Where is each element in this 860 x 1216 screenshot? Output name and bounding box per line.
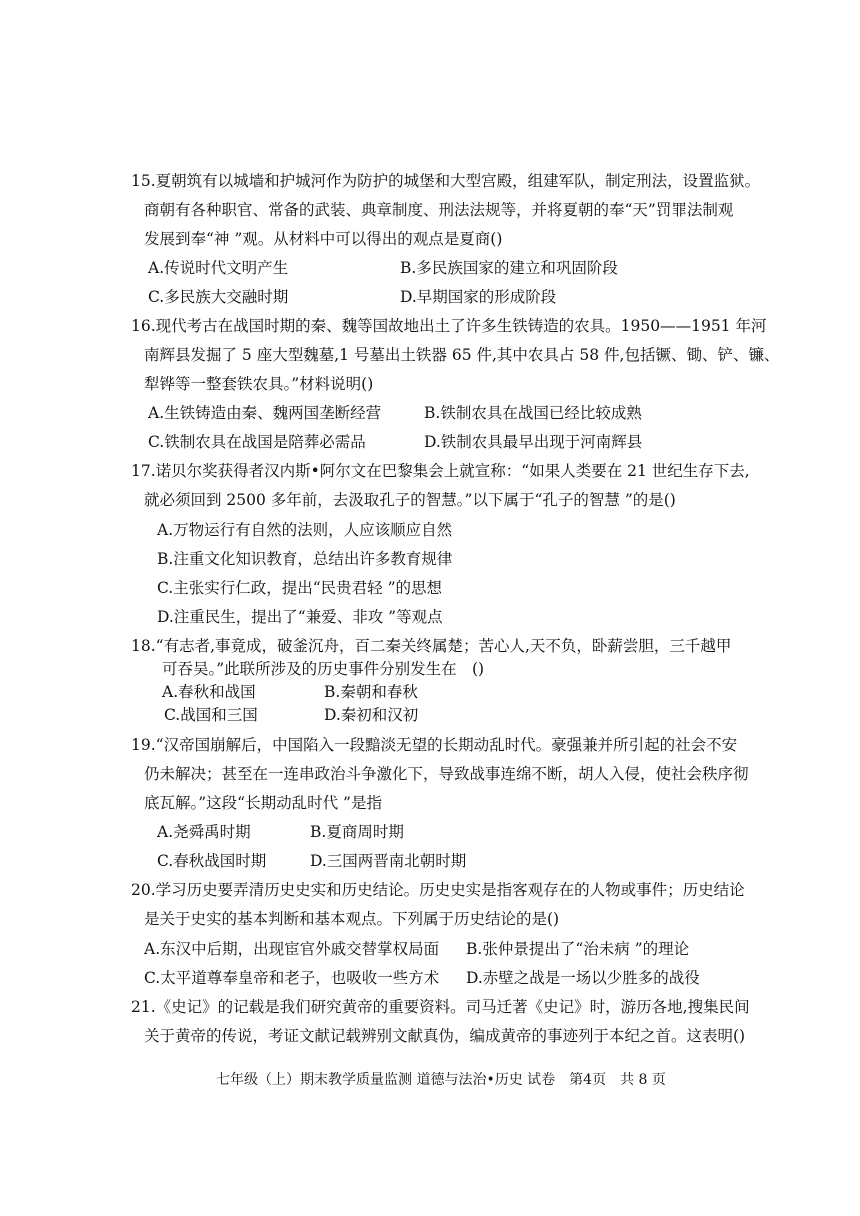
question-18-stem-line-1: 18.“有志者,事竟成，破釜沉舟，百二秦关终属楚；苦心人,天不负，卧薪尝胆，三千越甲: [131, 637, 732, 655]
question-18-option-b: B.秦朝和春秋: [324, 683, 418, 701]
question-21-stem-line-2: 关于黄帝的传说，考证文献记载辨别文献真伪，编成黄帝的事迹列于本纪之首。这表明(): [144, 1027, 746, 1045]
question-21-stem-line-1: 21.《史记》的记载是我们研究黄帝的重要资料。司马迁著《史记》时，游历各地,搜集民间: [131, 998, 750, 1016]
question-16-stem-line-2: 南辉县发掘了 5 座大型魏墓,1 号墓出土铁器 65 件,其中农具占 58 件,包括镢、锄、铲、镰、: [144, 346, 780, 364]
question-17-option-d: D.注重民生，提出了“兼爱、非攻 ”等观点: [157, 608, 443, 626]
question-20-option-d: D.赤壁之战是一场以少胜多的战役: [466, 969, 700, 987]
page-footer: 七年级（上）期末教学质量监测 道德与法治•历史 试卷 第4页 共 8 页: [216, 1072, 666, 1088]
question-17-option-b: B.注重文化知识教育，总结出许多教育规律: [157, 550, 453, 568]
question-15-stem-line-3: 发展到奉“神 ”观。从材料中可以得出的观点是夏商(): [144, 230, 503, 248]
question-19-option-d: D.三国两晋南北朝时期: [310, 852, 467, 870]
question-20-stem-line-2: 是关于史实的基本判断和基本观点。下列属于历史结论的是(): [144, 910, 560, 928]
question-20-stem-line-1: 20.学习历史要弄清历史史实和历史结论。历史史实是指客观存在的人物或事件；历史结论: [131, 881, 745, 899]
question-15-option-d: D.早期国家的形成阶段: [400, 288, 557, 306]
question-18-option-a: A.春秋和战国: [162, 683, 256, 701]
question-19-option-a: A.尧舜禹时期: [157, 823, 251, 841]
question-18-stem-line-2: 可吞吴。”此联所涉及的历史事件分别发生在: [162, 660, 457, 678]
question-17-option-a: A.万物运行有自然的法则，人应该顺应自然: [157, 521, 453, 539]
question-19-option-b: B.夏商周时期: [310, 823, 404, 841]
question-15-stem-line-2: 商朝有各种职官、常备的武装、典章制度、刑法法规等，并将夏朝的奉“天”罚罪法制观: [144, 201, 734, 219]
question-19-stem-line-1: 19.“汉帝国崩解后，中国陷入一段黯淡无望的长期动乱时代。豪强兼并所引起的社会不安: [131, 736, 738, 754]
question-16-stem-line-1: 16.现代考古在战国时期的秦、魏等国故地出土了许多生铁铸造的农具。1950——1951 年河: [131, 317, 767, 335]
question-20-option-c: C.太平道尊奉皇帝和老子，也吸收一些方术: [144, 969, 440, 987]
question-17-stem-line-1: 17.诺贝尔奖获得者汉内斯•阿尔文在巴黎集会上就宣称：“如果人类要在 21 世纪生存下去,: [131, 462, 750, 480]
question-18-option-c: C.战国和三国: [164, 706, 258, 724]
question-19-stem-line-3: 底瓦解。”这段“长期动乱时代 ”是指: [144, 794, 382, 812]
question-16-option-b: B.铁制农具在战国已经比较成熟: [424, 404, 642, 422]
question-16-option-d: D.铁制农具最早出现于河南辉县: [424, 433, 643, 451]
question-19-stem-line-2: 仍未解决；甚至在一连串政治斗争激化下，导致战事连绵不断，胡人入侵，使社会秩序彻: [144, 765, 749, 783]
question-15-option-c: C.多民族大交融时期: [148, 288, 289, 306]
question-17-option-c: C.主张实行仁政，提出“民贵君轻 ”的思想: [157, 579, 443, 597]
question-18-answer-bracket: (): [472, 660, 485, 678]
question-15-stem-line-1: 15.夏朝筑有以城墙和护城河作为防护的城堡和大型宫殿，组建军队，制定刑法，设置监狱。: [131, 172, 761, 190]
question-15-option-b: B.多民族国家的建立和巩固阶段: [400, 259, 618, 277]
question-15-option-a: A.传说时代文明产生: [148, 259, 289, 277]
question-20-option-b: B.张仲景提出了“治未病 ”的理论: [466, 940, 690, 958]
question-16-stem-line-3: 犁铧等一整套铁农具。”材料说明(): [144, 375, 374, 393]
question-18-option-d: D.秦初和汉初: [324, 706, 419, 724]
question-20-option-a: A.东汉中后期，出现宦官外戚交替掌权局面: [144, 940, 440, 958]
question-16-option-c: C.铁制农具在战国是陪葬必需品: [148, 433, 366, 451]
question-16-option-a: A.生铁铸造由秦、魏两国垄断经营: [148, 404, 382, 422]
question-17-stem-line-2: 就必须回到 2500 多年前，去汲取孔子的智慧。”以下属于“孔子的智慧 ”的是(): [144, 491, 676, 509]
question-19-option-c: C.春秋战国时期: [157, 852, 267, 870]
